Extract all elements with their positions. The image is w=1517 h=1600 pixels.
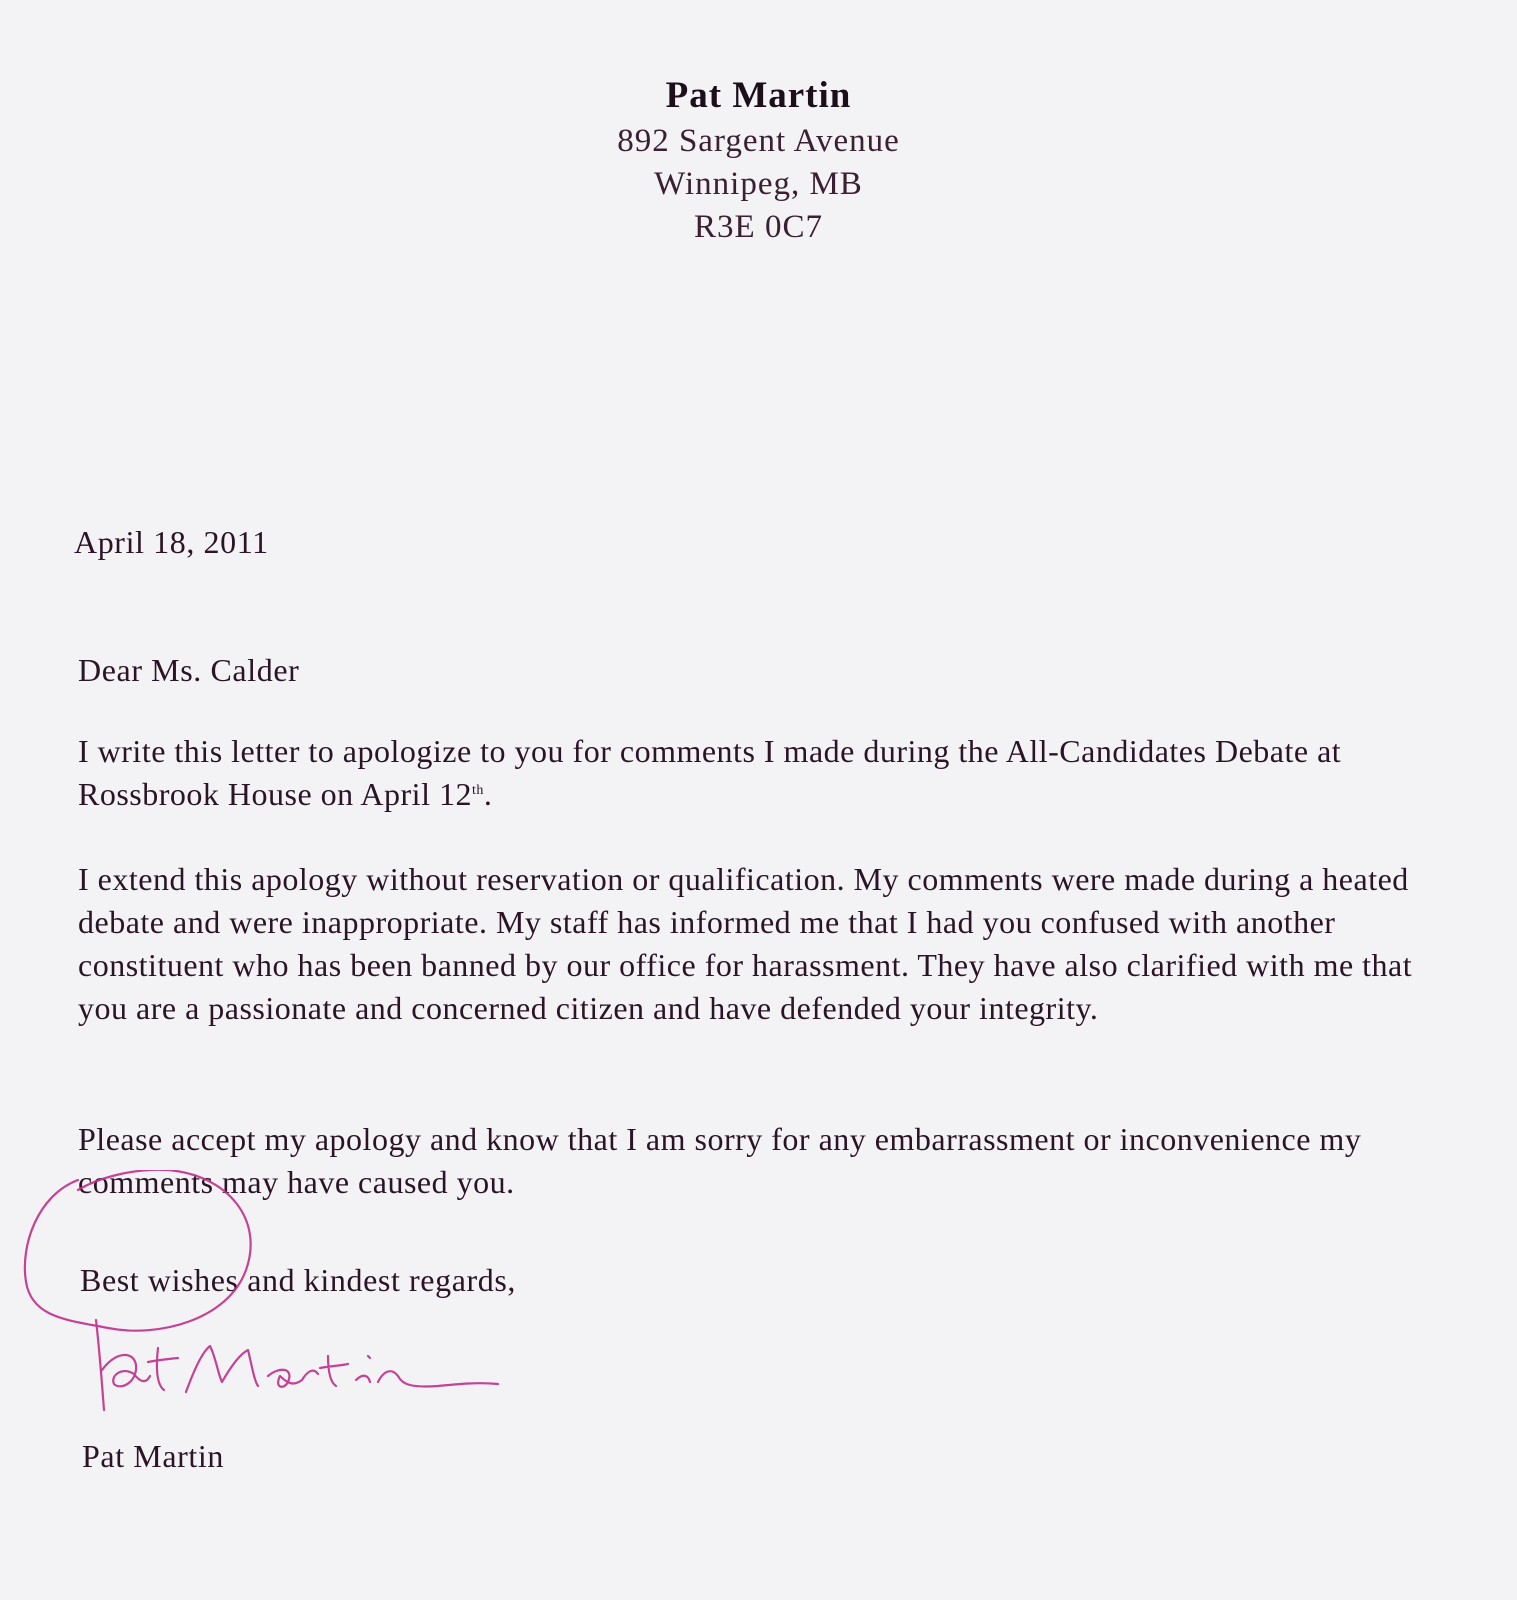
closing: Best wishes and kindest regards, [80,1262,517,1298]
letterhead-postal-code: R3E 0C7 [694,209,823,245]
signature-loop [25,1170,251,1331]
signature-p-bowl [102,1355,150,1386]
signature-p-stem [96,1320,104,1410]
signature-t [148,1348,178,1390]
signature-m [186,1346,258,1392]
letter-date: April 18, 2011 [74,524,269,560]
ordinal-suffix: th [471,783,484,798]
paragraph-explanation: I extend this apology without reservation or qualification. My comments were made during a heated debate and were inappropriate. My staff has informed me that I had you confused with another constituent who has been banned by our office for harassment. They have also clarified with me that you are a passionate and concerned citizen and have defended your integrity. [78,861,1413,1026]
salutation: Dear Ms. Calder [78,652,300,688]
paragraph-apology-text: I write this letter to apologize to you for comments I made during the All-Candidates Debate at Rossbrook House on April 12 [78,733,1342,812]
printed-signatory-name: Pat Martin [82,1438,224,1474]
paragraph-apology-end: . [483,776,493,812]
letterhead-city: Winnipeg, MB [654,166,863,202]
letterhead-street: 892 Sargent Avenue [617,123,900,159]
handwritten-signature [18,1170,538,1460]
paragraph-request: Please accept my apology and know that I am sorry for any embarrassment or inconvenience my comments may have caused you. [78,1121,1362,1200]
paragraph-apology [78,730,1438,816]
signature-artin [268,1356,498,1387]
letterhead-name: Pat Martin [665,75,852,116]
